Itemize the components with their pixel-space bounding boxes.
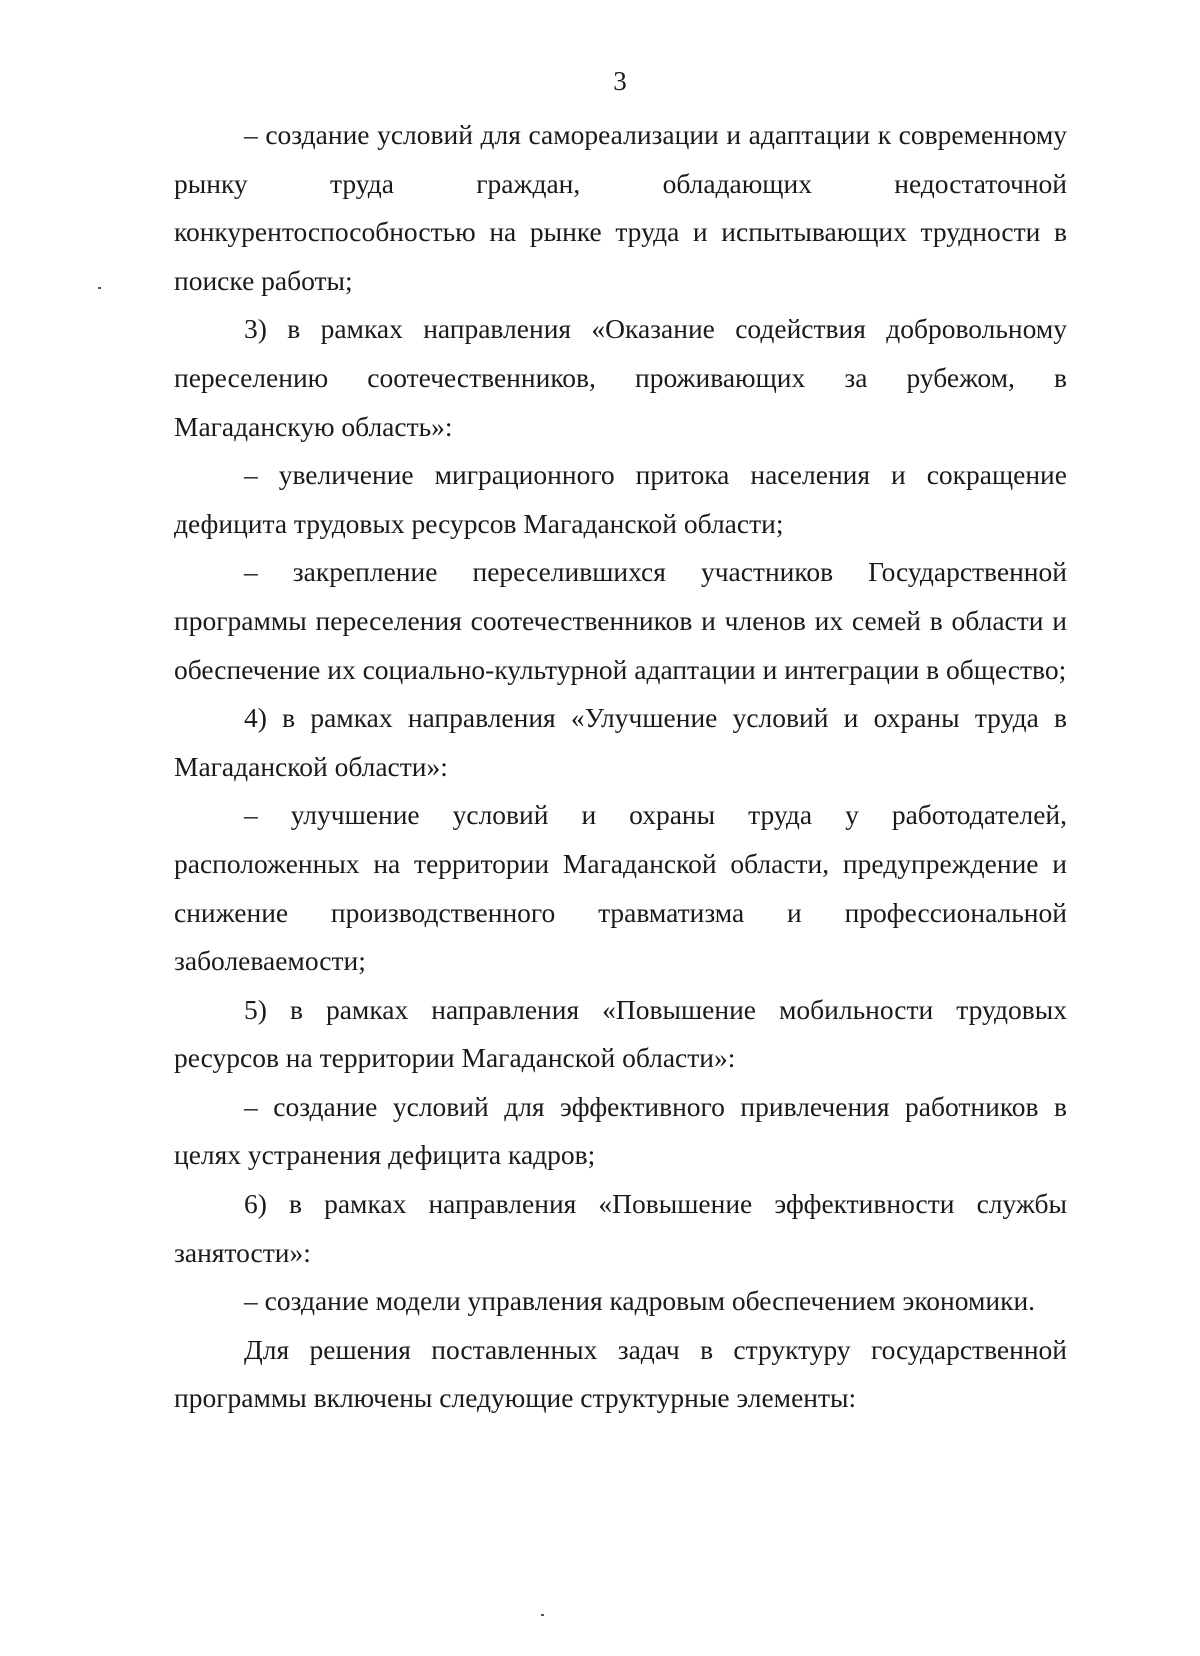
document-body (174, 111, 1067, 1423)
list-item-migration-inflow: – увеличение миграционного притока населения и сокращение дефицита трудовых ресурсов Магаданской области; (174, 459, 1067, 539)
list-item-labor-safety: – улучшение условий и охраны труда у работодателей, расположенных на территории Магаданской области, предупреждение и снижение производственного травматизма и профессиональной заболеваемости; (174, 799, 1067, 977)
closing-paragraph: Для решения поставленных задач в структуру государственной программы включены следующие структурные элементы: (174, 1333, 1067, 1414)
list-item-worker-attraction: – создание условий для эффективного привлечения работников в целях устранения дефицита кадров; (174, 1090, 1067, 1171)
section-6-heading: 6) в рамках направления «Повышение эффективности службы занятости»: (174, 1188, 1067, 1268)
list-item-resettlement: – закрепление переселившихся участников Государственной программы переселения соотечественников и членов их семей в области и обеспечение их социально-культурной адаптации и интеграции в общество; (174, 556, 1067, 685)
page-number: 3 (613, 66, 627, 96)
section-5-heading: 5) в рамках направления «Повышение мобильности трудовых ресурсов на территории Магаданской области»: (174, 993, 1067, 1074)
list-item-self-realization: – создание условий для самореализации и адаптации к современному рынку труда граждан, обладающих недостаточной конкурентоспособностью на рынке труда и испытывающих трудности в поиске работы; (174, 119, 1067, 296)
list-item-staffing-model: – создание модели управления кадровым обеспечением экономики. (244, 1285, 1036, 1317)
scan-speck (98, 287, 101, 289)
section-4-heading: 4) в рамках направления «Улучшение условий и охраны труда в Магаданской области»: (174, 702, 1067, 782)
scan-speck (541, 1614, 544, 1616)
section-3-heading: 3) в рамках направления «Оказание содействия добровольному переселению соотечественников, проживающих за рубежом, в Магаданскую область»: (174, 313, 1067, 442)
